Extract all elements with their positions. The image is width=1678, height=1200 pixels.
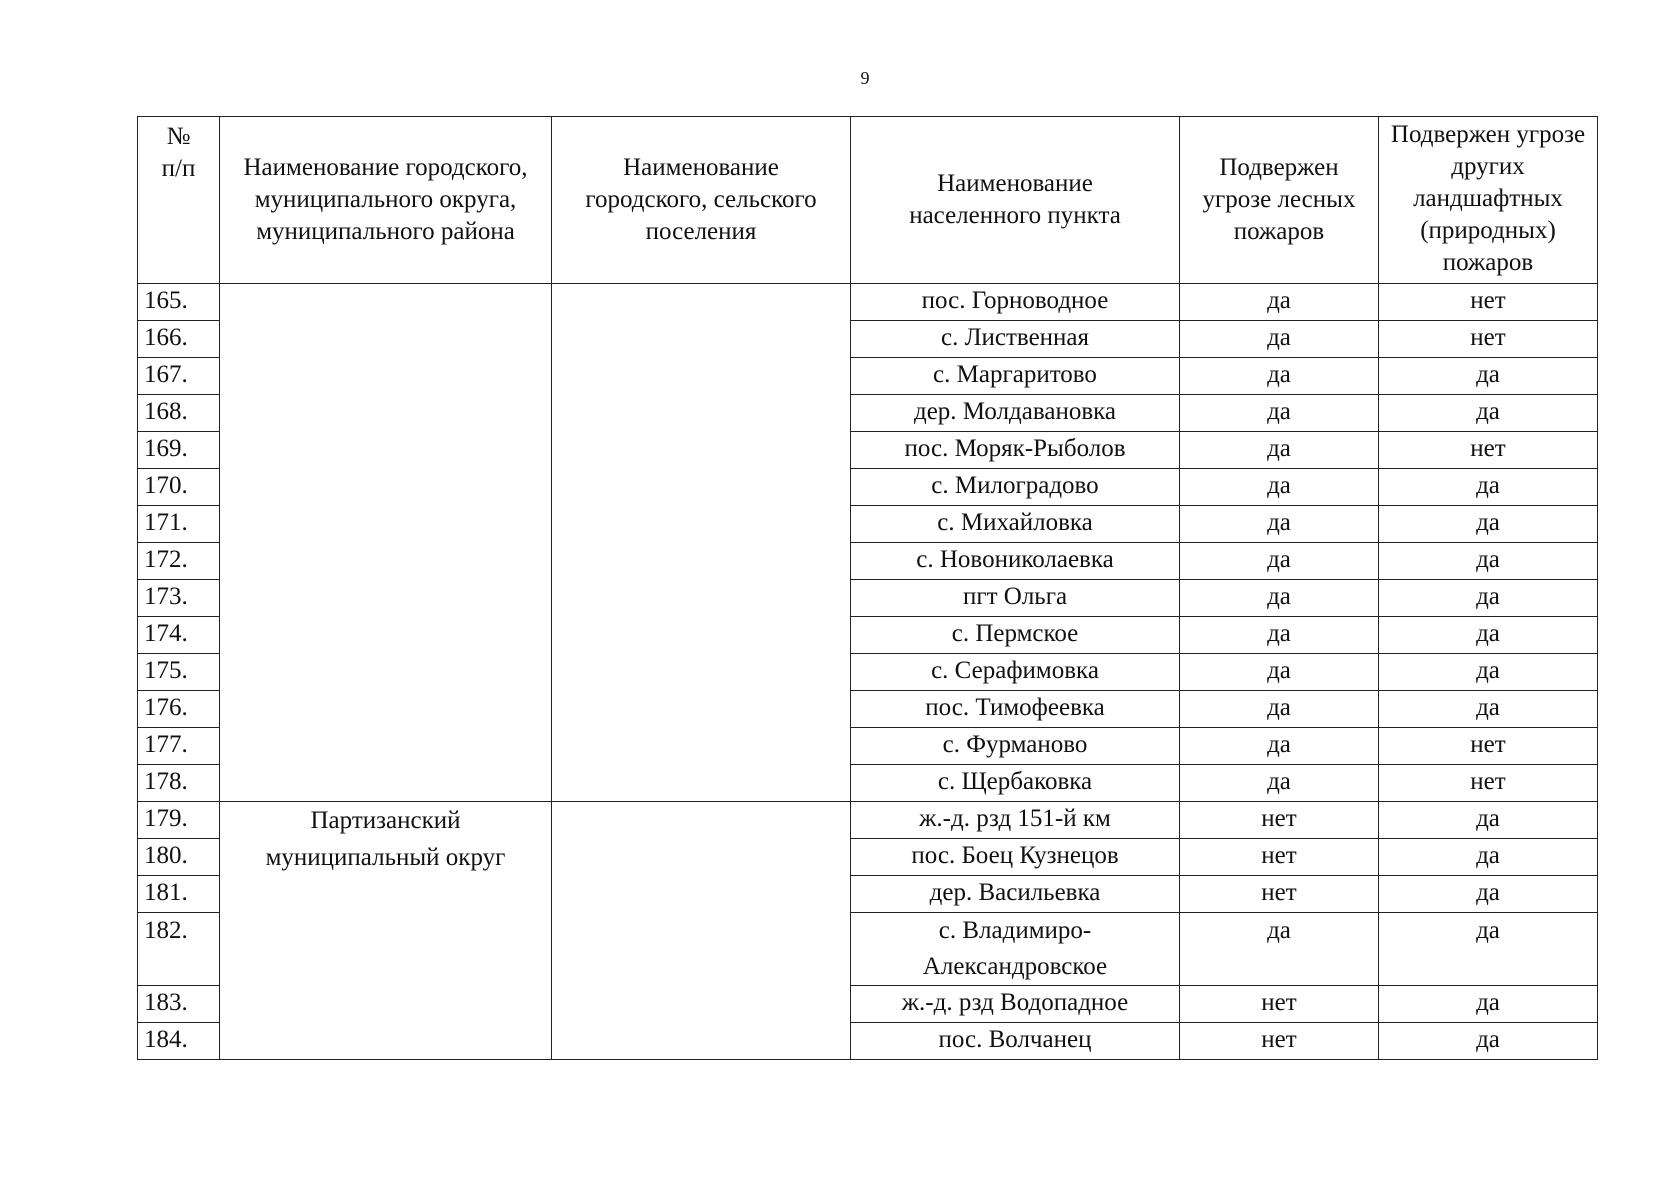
row-number: 176. xyxy=(138,691,220,728)
row-number: 165. xyxy=(138,284,220,321)
forest-fire-cell: да xyxy=(1180,284,1379,321)
row-number: 184. xyxy=(138,1023,220,1060)
row-number: 172. xyxy=(138,543,220,580)
locality-cell: пос. Боец Кузнецов xyxy=(851,839,1180,876)
locality-cell: с. Михайловка xyxy=(851,506,1180,543)
row-number: 166. xyxy=(138,321,220,358)
locality-line-2: Александровское xyxy=(922,953,1108,980)
other-fire-cell: да xyxy=(1379,617,1598,654)
district-cell: Партизанский муниципальный округ xyxy=(220,802,552,1060)
locality-cell: пос. Горноводное xyxy=(851,284,1180,321)
forest-fire-cell: да xyxy=(1180,469,1379,506)
locality-cell: с. Фурманово xyxy=(851,728,1180,765)
forest-fire-cell: да xyxy=(1180,580,1379,617)
row-number: 180. xyxy=(138,839,220,876)
settlement-cell xyxy=(552,284,851,802)
forest-fire-cell: нет xyxy=(1180,876,1379,913)
row-number: 177. xyxy=(138,728,220,765)
other-fire-cell: да xyxy=(1379,1023,1598,1060)
table-header-row xyxy=(138,117,1598,284)
other-fire-cell: нет xyxy=(1379,432,1598,469)
locality-cell: с. Лиственная xyxy=(851,321,1180,358)
forest-fire-cell: да xyxy=(1180,321,1379,358)
forest-fire-cell: нет xyxy=(1180,802,1379,839)
locality-cell: с. Пермское xyxy=(851,617,1180,654)
header-other-fire: Подвержен угрозе других ландшафтных (природных) пожаров xyxy=(1379,117,1598,284)
row-number: 183. xyxy=(138,986,220,1023)
locality-cell xyxy=(851,913,1180,986)
locality-cell: дер. Васильевка xyxy=(851,876,1180,913)
other-fire-cell: да xyxy=(1379,358,1598,395)
district-cell xyxy=(220,284,552,802)
forest-fire-cell: да xyxy=(1180,543,1379,580)
other-fire-cell: да xyxy=(1379,802,1598,839)
row-number: 182. xyxy=(138,913,220,986)
other-fire-cell: да xyxy=(1379,876,1598,913)
forest-fire-cell: да xyxy=(1180,395,1379,432)
other-fire-cell: да xyxy=(1379,580,1598,617)
forest-fire-cell: нет xyxy=(1180,839,1379,876)
other-fire-cell: да xyxy=(1379,395,1598,432)
header-locality: Наименование населенного пункта xyxy=(851,117,1180,284)
forest-fire-cell: нет xyxy=(1180,1023,1379,1060)
other-fire-cell: да xyxy=(1379,839,1598,876)
other-fire-cell: нет xyxy=(1379,321,1598,358)
locality-cell: с. Щербаковка xyxy=(851,765,1180,802)
row-number: 167. xyxy=(138,358,220,395)
other-fire-cell: да xyxy=(1379,506,1598,543)
other-fire-cell: нет xyxy=(1379,765,1598,802)
row-number: 179. xyxy=(138,802,220,839)
row-number: 170. xyxy=(138,469,220,506)
header-district: Наименование городского, муниципального округа, муниципального района xyxy=(220,117,552,284)
forest-fire-cell: нет xyxy=(1180,986,1379,1023)
locality-line-1: с. Владимиро- xyxy=(938,917,1092,944)
other-fire-cell: нет xyxy=(1379,284,1598,321)
settlements-fire-threat-table xyxy=(137,116,1598,1060)
other-fire-cell: да xyxy=(1379,469,1598,506)
settlement-cell xyxy=(552,802,851,1060)
forest-fire-cell: да xyxy=(1180,506,1379,543)
forest-fire-cell: да xyxy=(1180,728,1379,765)
table-row xyxy=(138,802,1598,839)
header-forest-fire: Подвержен угрозе лесных пожаров xyxy=(1180,117,1379,284)
locality-cell: с. Серафимовка xyxy=(851,654,1180,691)
forest-fire-cell: да xyxy=(1180,358,1379,395)
locality-cell: пос. Волчанец xyxy=(851,1023,1180,1060)
row-number: 174. xyxy=(138,617,220,654)
header-num: № п/п xyxy=(138,117,220,284)
row-number: 181. xyxy=(138,876,220,913)
row-number: 173. xyxy=(138,580,220,617)
forest-fire-cell: да xyxy=(1180,617,1379,654)
other-fire-cell: нет xyxy=(1379,728,1598,765)
locality-cell: дер. Молдавановка xyxy=(851,395,1180,432)
forest-fire-cell: да xyxy=(1180,691,1379,728)
other-fire-cell: да xyxy=(1379,691,1598,728)
locality-cell: с. Милоградово xyxy=(851,469,1180,506)
other-fire-cell: да xyxy=(1379,913,1598,986)
locality-cell: ж.-д. рзд Водопадное xyxy=(851,986,1180,1023)
forest-fire-cell: да xyxy=(1180,432,1379,469)
row-number: 175. xyxy=(138,654,220,691)
other-fire-cell: да xyxy=(1379,654,1598,691)
forest-fire-cell: да xyxy=(1180,765,1379,802)
locality-cell: пос. Моряк-Рыболов xyxy=(851,432,1180,469)
page-number: 9 xyxy=(860,68,870,88)
table-row xyxy=(138,284,1598,321)
forest-fire-cell: да xyxy=(1180,913,1379,986)
other-fire-cell: да xyxy=(1379,543,1598,580)
row-number: 169. xyxy=(138,432,220,469)
locality-cell: ж.-д. рзд 151-й км xyxy=(851,802,1180,839)
locality-cell: пос. Тимофеевка xyxy=(851,691,1180,728)
other-fire-cell: да xyxy=(1379,986,1598,1023)
header-settlement: Наименование городского, сельского поселения xyxy=(552,117,851,284)
locality-cell: с. Маргаритово xyxy=(851,358,1180,395)
row-number: 168. xyxy=(138,395,220,432)
row-number: 171. xyxy=(138,506,220,543)
forest-fire-cell: да xyxy=(1180,654,1379,691)
row-number: 178. xyxy=(138,765,220,802)
locality-cell: пгт Ольга xyxy=(851,580,1180,617)
locality-cell: с. Новониколаевка xyxy=(851,543,1180,580)
